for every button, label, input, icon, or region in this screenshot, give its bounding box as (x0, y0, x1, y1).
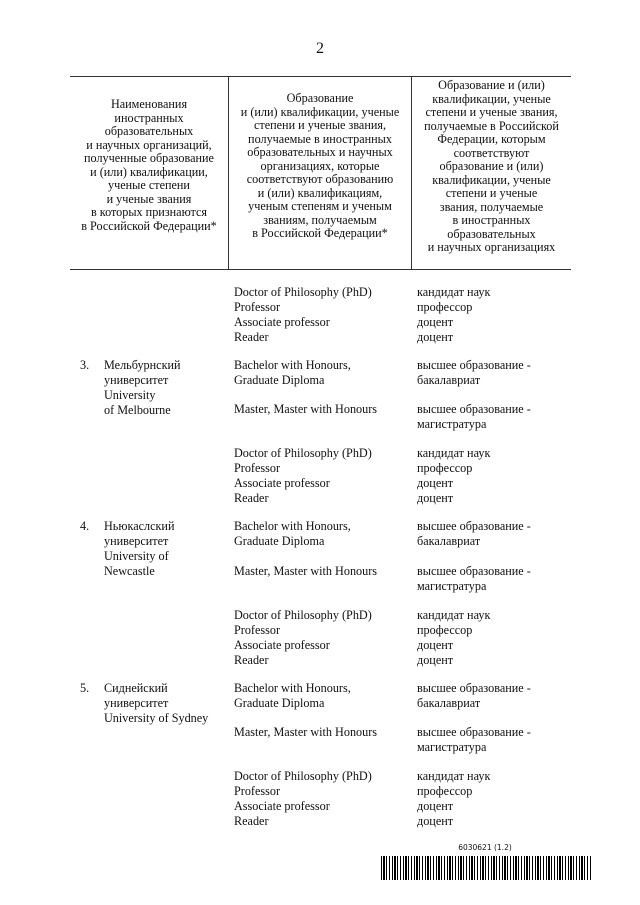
barcode (381, 856, 591, 880)
russian-master: высшее образование - магистратура (417, 564, 531, 593)
russian-master: высшее образование - магистратура (417, 402, 531, 431)
header-divider-2 (411, 77, 412, 269)
foreign-master: Master, Master with Honours (234, 564, 378, 578)
header-bottom-rule (70, 269, 571, 270)
foreign-bachelor: Bachelor with Honours, Graduate Diploma (234, 681, 351, 710)
russian-doctorate: кандидат наук профессор доцент доцент (417, 446, 491, 505)
cont-russian-degrees: кандидат наук профессор доцент доцент (417, 285, 491, 344)
row-number: 3. (80, 358, 90, 372)
foreign-master: Master, Master with Honours (234, 725, 378, 739)
russian-bachelor: высшее образование - бакалавриат (417, 358, 531, 387)
foreign-bachelor: Bachelor with Honours, Graduate Diploma (234, 519, 351, 548)
russian-bachelor: высшее образование - бакалавриат (417, 681, 531, 710)
header-col-foreign-qualifications: Образование и (или) квалификации, ученые степени и ученые звания, получаемые в иностранных образовательных и научных организациях, которые соответствуют образованию и (или) квалификациям, ученым степеням и ученым званиям, получаемым в Российской Федерации* (240, 91, 400, 240)
row-number: 4. (80, 519, 90, 533)
russian-bachelor: высшее образование - бакалавриат (417, 519, 531, 548)
foreign-master: Master, Master with Honours (234, 402, 378, 416)
russian-master: высшее образование - магистратура (417, 725, 531, 754)
header-divider-1 (228, 77, 229, 269)
header-col-russian-qualifications: Образование и (или) квалификации, ученые степени и ученые звания, получаемые в Российской Федерации, которым соответствуют образование и (или) квалификации, ученые степени и ученые звания, получаемые в иностранных образовательных и научных организациях (424, 78, 559, 254)
russian-doctorate: кандидат наук профессор доцент доцент (417, 608, 491, 667)
header-col-organizations: Наименования иностранных образовательных и научных организаций, полученные образование и (или) квалификации, ученые степени и ученые звания в которых признаются в Российской Федерации* (81, 97, 217, 233)
university-name: Сиднейский университет University of Sydney (104, 681, 209, 725)
university-name: Мельбурнский университет University of Melbourne (104, 358, 181, 417)
foreign-doctorate: Doctor of Philosophy (PhD) Professor Associate professor Reader (234, 446, 372, 505)
row-number: 5. (80, 681, 90, 695)
foreign-doctorate: Doctor of Philosophy (PhD) Professor Associate professor Reader (234, 608, 372, 667)
header-top-rule (70, 76, 571, 77)
barcode-number: 6030621 (1.2) (458, 843, 512, 852)
cont-foreign-degrees: Doctor of Philosophy (PhD) Professor Associate professor Reader (234, 285, 372, 344)
foreign-bachelor: Bachelor with Honours, Graduate Diploma (234, 358, 351, 387)
russian-doctorate: кандидат наук профессор доцент доцент (417, 769, 491, 828)
university-name: Ньюкаслский университет University of Newcastle (104, 519, 175, 578)
page-number: 2 (316, 40, 324, 57)
foreign-doctorate: Doctor of Philosophy (PhD) Professor Associate professor Reader (234, 769, 372, 828)
